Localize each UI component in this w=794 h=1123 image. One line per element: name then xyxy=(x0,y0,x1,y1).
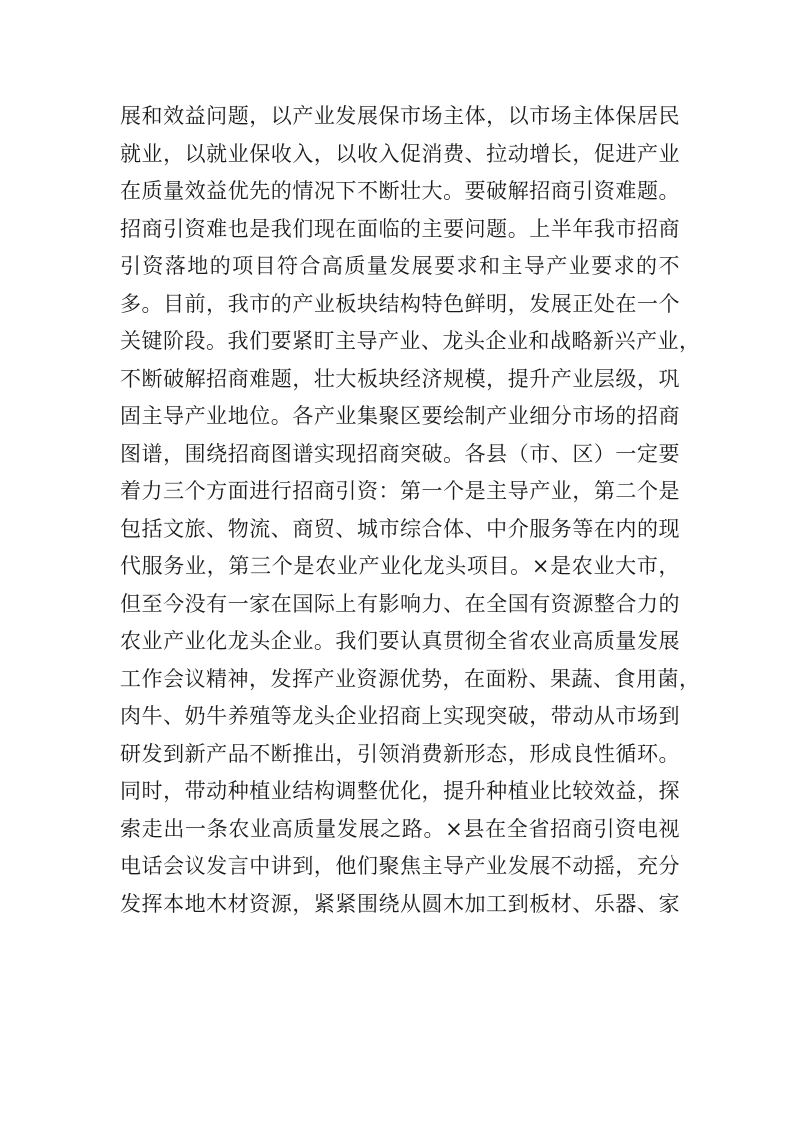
text-line: 引资落地的项目符合高质量发展要求和主导产业要求的不 xyxy=(120,254,680,278)
body-text xyxy=(120,98,701,923)
text-line: 发挥本地木材资源，紧紧围绕从圆木加工到板材、乐器、家 xyxy=(120,891,680,916)
text-line: 着力三个方面进行招商引资：第一个是主导产业，第二个是 xyxy=(120,479,680,503)
text-line: 但至今没有一家在国际上有影响力、在全国有资源整合力的 xyxy=(120,591,680,616)
text-line: 多。目前，我市的产业板块结构特色鲜明，发展正处在一个 xyxy=(120,291,680,316)
text-line: 展和效益问题，以产业发展保市场主体，以市场主体保居民 xyxy=(120,104,680,128)
text-line: 研发到新产品不断推出，引领消费新形态，形成良性循环。 xyxy=(120,741,680,766)
text-line: 索走出一条农业高质量发展之路。×县在全省招商引资电视 xyxy=(120,816,680,841)
text-line: 同时，带动种植业结构调整优化，提升种植业比较效益，探 xyxy=(120,779,680,803)
text-line: 肉牛、奶牛养殖等龙头企业招商上实现突破，带动从市场到 xyxy=(120,704,680,728)
text-line: 工作会议精神，发挥产业资源优势，在面粉、果蔬、食用菌， xyxy=(120,666,701,691)
text-line: 代服务业，第三个是农业产业化龙头项目。×是农业大市， xyxy=(120,554,680,578)
text-line: 包括文旅、物流、商贸、城市综合体、中介服务等在内的现 xyxy=(120,516,680,541)
text-line: 在质量效益优先的情况下不断壮大。要破解招商引资难题。 xyxy=(120,179,680,203)
text-line: 电话会议发言中讲到，他们聚焦主导产业发展不动摇，充分 xyxy=(120,854,680,878)
text-line: 不断破解招商难题，壮大板块经济规模，提升产业层级，巩 xyxy=(120,366,680,391)
text-line: 就业，以就业保收入，以收入促消费、拉动增长，促进产业 xyxy=(120,141,680,166)
text-line: 招商引资难也是我们现在面临的主要问题。上半年我市招商 xyxy=(120,216,680,241)
text-line: 固主导产业地位。各产业集聚区要绘制产业细分市场的招商 xyxy=(120,404,680,428)
text-line: 图谱，围绕招商图谱实现招商突破。各县（市、区）一定要 xyxy=(120,441,680,466)
text-line: 关键阶段。我们要紧盯主导产业、龙头企业和战略新兴产业， xyxy=(120,329,701,353)
text-line: 农业产业化龙头企业。我们要认真贯彻全省农业高质量发展 xyxy=(120,629,680,653)
